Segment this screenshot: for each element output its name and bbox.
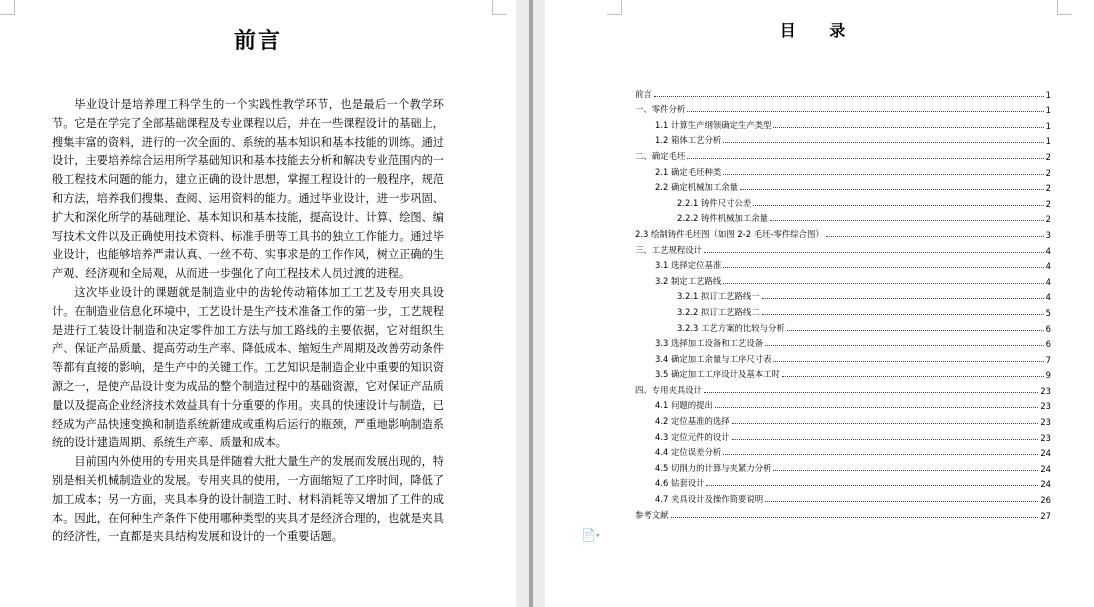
toc-entry[interactable]: [635, 318, 1051, 334]
toc-dot-leader: [687, 158, 1043, 159]
toc-entry-text[interactable]: 4.2 定位基准的选择: [655, 416, 730, 427]
toc-entry[interactable]: [635, 209, 1051, 225]
toc-entry-text[interactable]: 3.2 制定工艺路线: [655, 275, 722, 286]
toc-entry[interactable]: [635, 411, 1051, 427]
crop-mark: [607, 0, 622, 15]
toc-dot-leader: [687, 111, 1043, 112]
toc-page-number[interactable]: 9: [1045, 370, 1051, 381]
toc-entry-text[interactable]: 4.4 定位误差分析: [655, 447, 722, 458]
toc-dot-leader: [654, 96, 1044, 97]
toc-entry-text[interactable]: 2.2.1 铸件尺寸公差: [677, 197, 752, 208]
toc-entry[interactable]: [635, 396, 1051, 412]
toc-entry-text[interactable]: 四、专用夹具设计: [635, 384, 702, 395]
toc-entry-text[interactable]: 4.5 切削力的计算与夹紧力分析: [655, 462, 772, 473]
toc-page-number[interactable]: 4: [1045, 292, 1051, 303]
toc-entry-text[interactable]: 4.6 钻套设计: [655, 478, 705, 489]
toc-entry[interactable]: [635, 380, 1051, 396]
toc-page-number[interactable]: 23: [1040, 417, 1051, 428]
toc-page-number[interactable]: 2: [1045, 151, 1051, 162]
toc-entry[interactable]: [635, 240, 1051, 256]
toc-dot-leader: [740, 189, 1044, 190]
toc-page-number[interactable]: 5: [1045, 307, 1051, 318]
toc-dot-leader: [765, 345, 1044, 346]
toc-page-number[interactable]: 2: [1045, 214, 1051, 225]
toc-dot-leader: [770, 220, 1044, 221]
toc-dot-leader: [723, 174, 1043, 175]
toc-page-number[interactable]: 4: [1045, 261, 1051, 272]
toc-page-number[interactable]: 26: [1040, 495, 1051, 506]
toc-entry[interactable]: [635, 178, 1051, 194]
document-icon[interactable]: 📄▾: [581, 528, 600, 542]
toc-entry[interactable]: [635, 271, 1051, 287]
toc-entry[interactable]: [635, 146, 1051, 162]
toc-dot-leader: [773, 361, 1043, 362]
toc-dot-leader: [671, 517, 1039, 518]
toc-dot-leader: [723, 142, 1043, 143]
toc-dot-leader: [782, 376, 1044, 377]
toc-page-number[interactable]: 1: [1045, 89, 1051, 100]
toc-page-number[interactable]: 2: [1045, 198, 1051, 209]
toc-entry-text[interactable]: 3.2.3 工艺方案的比较与分析: [677, 322, 785, 333]
toc-entry[interactable]: [635, 365, 1051, 381]
page-title: 前言: [233, 28, 282, 54]
toc-page-number[interactable]: 23: [1040, 385, 1051, 396]
toc-entry-text[interactable]: 4.3 定位元件的设计: [655, 431, 730, 442]
toc-page-number[interactable]: 2: [1045, 167, 1051, 178]
toc-dot-leader: [773, 470, 1038, 471]
toc-entry[interactable]: [635, 287, 1051, 303]
chevron-down-icon[interactable]: ▾: [595, 531, 600, 540]
toc-entry-text[interactable]: 2.2 确定机械加工余量: [655, 182, 738, 193]
toc-page-number[interactable]: 23: [1040, 432, 1051, 443]
toc-entry[interactable]: [635, 489, 1051, 505]
toc-entry-text[interactable]: 1.2 箱体工艺分析: [655, 135, 722, 146]
toc-entry-text[interactable]: 2.1 确定毛坯种类: [655, 166, 722, 177]
toc-entry-text[interactable]: 参考文献: [635, 509, 669, 520]
crop-mark: [1057, 0, 1072, 15]
toc-entry[interactable]: [635, 427, 1051, 443]
paragraph[interactable]: 目前国内外使用的专用夹具是伴随着大批大量生产的发展而发展出现的，特别是相关机械制造业的发展。专用夹具的使用，一方面缩短了工序时间，降低了加工成本；另一方面，夹具本身的设计制造工时、材料消耗等又增加了工件的成本。因此，在何种生产条件下使用哪种类型的夹具才是经济合理的，也就是夹具的经济性，一直都是夹具结构发展和设计的一个重要话题。: [52, 455, 444, 544]
toc-entry[interactable]: [635, 302, 1051, 318]
toc-entry[interactable]: [635, 443, 1051, 459]
toc-page-number[interactable]: 2: [1045, 183, 1051, 194]
toc-dot-leader: [723, 454, 1038, 455]
toc-page-number[interactable]: 1: [1045, 105, 1051, 116]
toc-dot-leader: [765, 501, 1038, 502]
toc-entry[interactable]: [635, 505, 1051, 521]
toc-dot-leader: [762, 298, 1044, 299]
toc-dot-leader: [715, 407, 1038, 408]
toc-entry-text[interactable]: 4.7 夹具设计及操作简要说明: [655, 494, 764, 505]
toc-entry-text[interactable]: 前言: [635, 88, 652, 99]
toc-entry[interactable]: [635, 100, 1051, 116]
toc-dot-leader: [723, 283, 1043, 284]
toc-title: 目 录: [779, 21, 860, 40]
crop-mark: [0, 0, 15, 15]
toc-entry[interactable]: [635, 193, 1051, 209]
toc-entry-text[interactable]: 3.2.2 拟订工艺路线二: [677, 306, 760, 317]
toc-entry[interactable]: [635, 474, 1051, 490]
toc-page-number[interactable]: 4: [1045, 245, 1051, 256]
toc-entry-text[interactable]: 3.3 选择加工设备和工艺设备: [655, 338, 764, 349]
toc-entry[interactable]: [635, 131, 1051, 147]
toc-page-number[interactable]: 1: [1045, 120, 1051, 131]
toc-page-number[interactable]: 24: [1040, 479, 1051, 490]
toc-entry[interactable]: [635, 224, 1051, 240]
toc-entry-text[interactable]: 二、确定毛坯: [635, 150, 686, 161]
toc-dot-leader: [704, 252, 1044, 253]
paragraph[interactable]: 这次毕业设计的课题就是制造业中的齿轮传动箱体加工工艺及专用夹具设计。在制造业信息化环境中，工艺设计是生产技术准备工作的第一步，工艺规程是进行工装设计制造和决定零件加工方法与加工路线的主要依据，它对组织生产、保证产品质量、提高劳动生产率、降低成本、缩短生产周期及改善劳动条件等都有直接的影响，是生产中的关键工作。工艺知识是制造企业中重要的知识资源之一，是使产品设计变为成品的整个制造过程中的基础资源，它对保证产品质量以及提高企业经济技术效益具有十分重要的作用。夹具的快速设计与制造，已经成为产品快速变换和制造系统新建成或重构后运行的瓶颈，严重地影响制造系统的设计建造周期、系统生产率、质量和成本。: [52, 285, 444, 450]
toc-entry-text[interactable]: 1.1 计算生产纲领确定生产类型: [655, 119, 772, 130]
toc-dot-leader: [762, 314, 1044, 315]
toc-entry-text[interactable]: 一、零件分析: [635, 104, 686, 115]
toc-entry-text[interactable]: 三、工艺规程设计: [635, 244, 702, 255]
toc-entry-text[interactable]: 3.2.1 拟订工艺路线一: [677, 291, 760, 302]
toc-dot-leader: [706, 485, 1038, 486]
table-of-contents: [635, 84, 1051, 521]
toc-page-number[interactable]: 1: [1045, 136, 1051, 147]
toc-page-number[interactable]: 6: [1045, 339, 1051, 350]
toc-dot-leader: [773, 127, 1043, 128]
toc-dot-leader: [753, 205, 1043, 206]
crop-mark: [492, 0, 507, 15]
toc-dot-leader: [787, 330, 1044, 331]
toc-entry[interactable]: [635, 162, 1051, 178]
toc-entry[interactable]: [635, 334, 1051, 350]
toc-dot-leader: [732, 439, 1039, 440]
toc-page-number[interactable]: 7: [1045, 354, 1051, 365]
document-page-left: [0, 0, 516, 607]
toc-dot-leader: [723, 267, 1043, 268]
toc-page-number[interactable]: 27: [1040, 510, 1051, 521]
toc-entry[interactable]: [635, 349, 1051, 365]
toc-entry-text[interactable]: 3.1 选择定位基准: [655, 260, 722, 271]
toc-page-number[interactable]: 24: [1040, 448, 1051, 459]
page-gutter: [516, 0, 545, 607]
toc-entry-text[interactable]: 2.3 绘制铸件毛坯图（如图 2-2 毛坯-零件综合图）: [635, 228, 824, 239]
toc-entry-text[interactable]: 4.1 问题的提出: [655, 400, 713, 411]
page-separator: [529, 0, 533, 607]
document-page-right: [545, 0, 1094, 607]
toc-page-number[interactable]: 24: [1040, 463, 1051, 474]
toc-entry[interactable]: [635, 458, 1051, 474]
toc-entry-text[interactable]: 3.5 确定加工工序设计及基本工时: [655, 369, 780, 380]
toc-entry[interactable]: [635, 84, 1051, 100]
toc-entry[interactable]: [635, 115, 1051, 131]
preface-body[interactable]: [52, 96, 444, 547]
toc-page-number[interactable]: 4: [1045, 276, 1051, 287]
toc-dot-leader: [732, 423, 1039, 424]
paragraph[interactable]: 毕业设计是培养理工科学生的一个实践性教学环节，也是最后一个教学环节。它是在学完了全部基础课程及专业课程以后，并在一些课程设计的基础上，搜集丰富的资料，进行的一次全面的、系统的基本知识和基本技能的训练。通过设计，主要培养综合运用所学基础知识和基本技能去分析和解决专业范围内的一般工程技术问题的能力，建立正确的设计思想，掌握工程设计的一般程序，规范和方法，培养我们搜集、查阅、运用资料的能力。通过毕业设计，进一步巩固、扩大和深化所学的基础理论、基本知识和基本技能，提高设计、计算、绘图、编写技术文件以及正确使用技术资料、标准手册等工具书的独立工作能力。通过毕业设计，也能够培养严肃认真、一丝不苟、实事求是的工作作风，树立正确的生产观、经济观和全局观，从而进一步强化了向工程技术人员过渡的进程。: [52, 98, 444, 281]
toc-dot-leader: [704, 392, 1038, 393]
toc-page-number[interactable]: 3: [1045, 229, 1051, 240]
toc-page-number[interactable]: 23: [1040, 401, 1051, 412]
toc-entry[interactable]: [635, 256, 1051, 272]
toc-entry-text[interactable]: 2.2.2 铸件机械加工余量: [677, 213, 768, 224]
toc-page-number[interactable]: 6: [1045, 323, 1051, 334]
toc-dot-leader: [826, 236, 1044, 237]
toc-entry-text[interactable]: 3.4 确定加工余量与工序尺寸表: [655, 353, 772, 364]
